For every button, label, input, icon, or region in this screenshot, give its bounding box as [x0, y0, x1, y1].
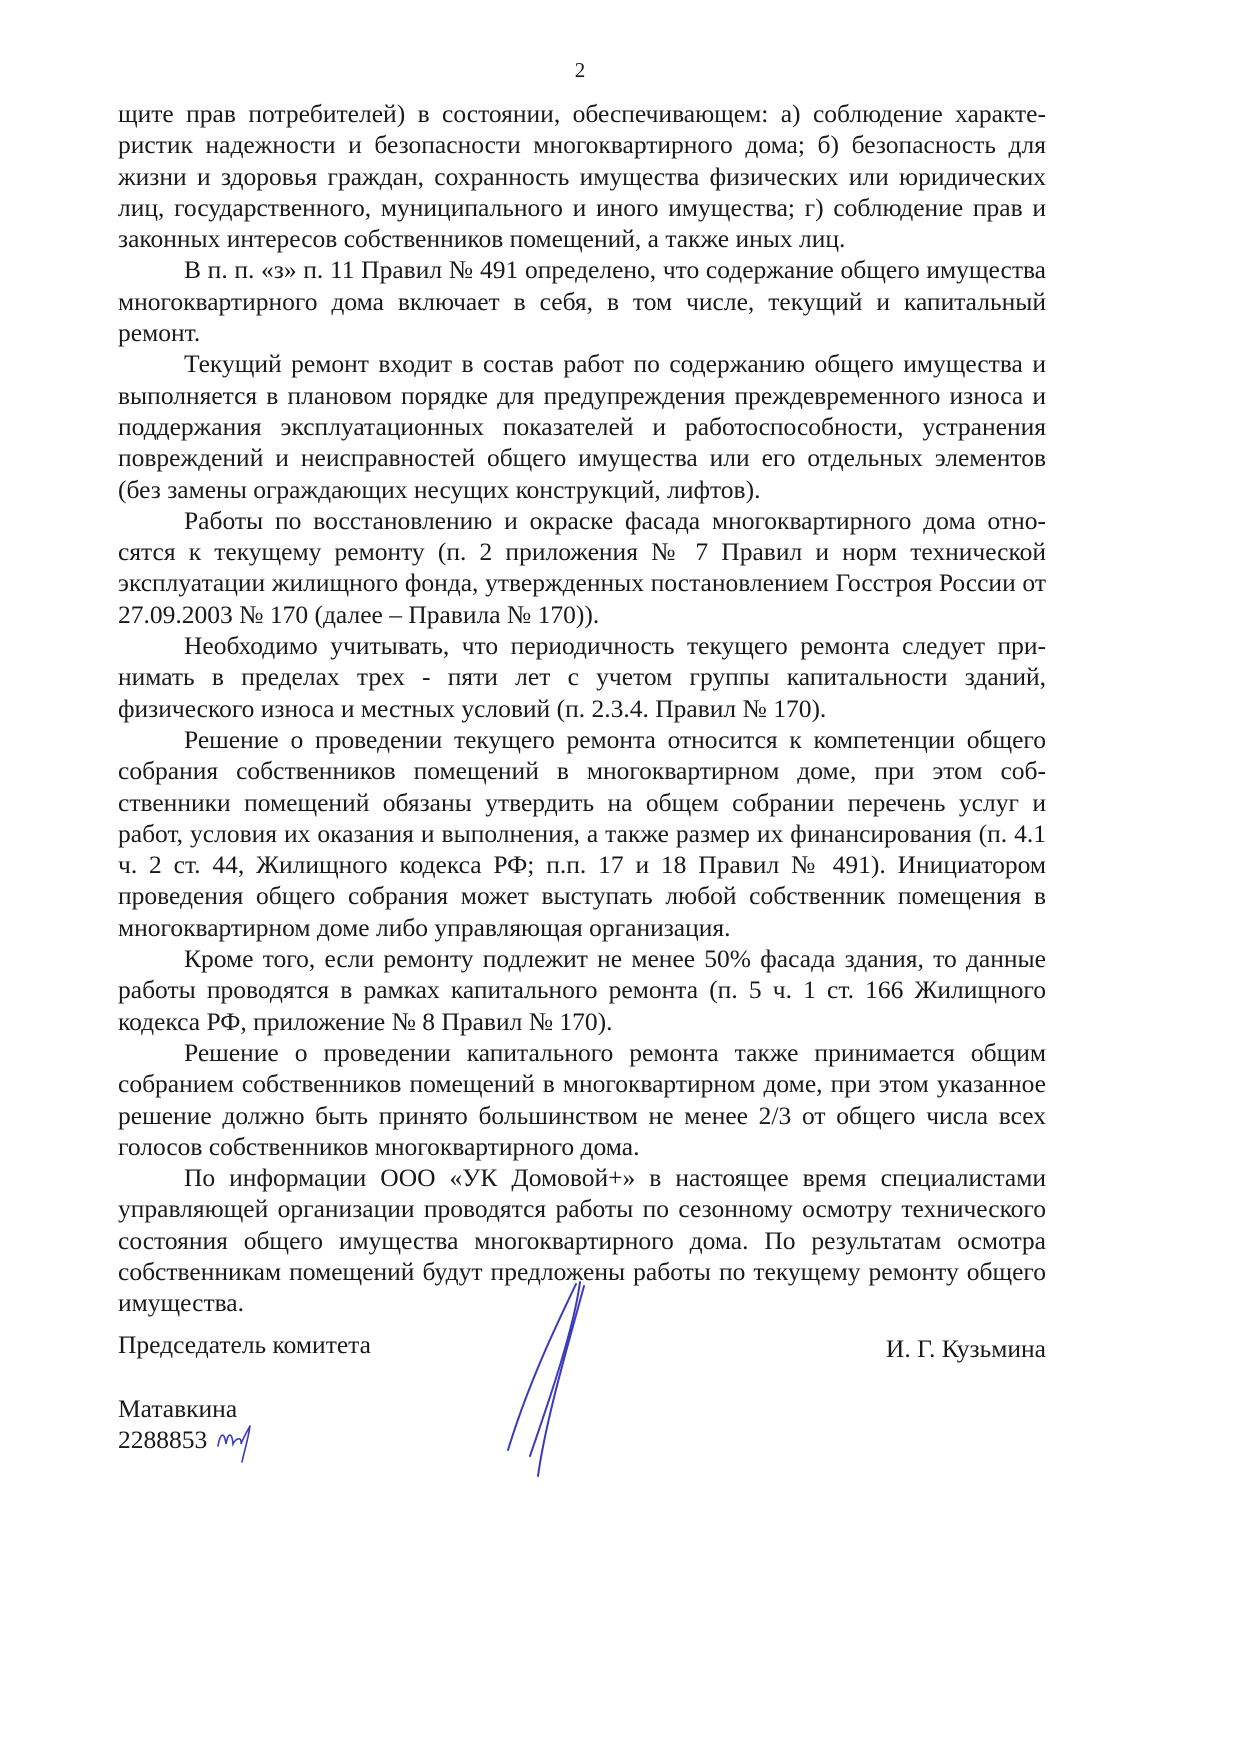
signature-block	[118, 1330, 1046, 1490]
paragraph-owners-decision: Решение о проведении текущего ремонта относится к компетенции общего собрания собственников помещений в многоквартирном доме, при этом собственники помещений обязаны утвердить на общем собрании перечень услуг и работ, условия их оказания и выполнения, а также размер их финансирования (п. 4.1 ч. 2 ст. 44, Жилищного кодекса РФ; п.п. 17 и 18 Правил № 491). Инициатором проведения общего собрания может выступать любой собственник помещения в многоквартирном доме либо управляющая организация.	[118, 724, 1046, 942]
paragraph-capital-repair: Кроме того, если ремонту подлежит не менее 50% фасада здания, то данные работы проводятся в рамках капитального ремонта (п. 5 ч. 1 ст. 166 Жилищного кодекса РФ, приложение № 8 Правил № 170).	[118, 944, 1046, 1036]
executor-phone-row	[118, 1424, 237, 1455]
executor-phone: 2288853	[118, 1425, 208, 1454]
executor-block	[118, 1393, 237, 1455]
signatory-position: Председатель комитета	[118, 1330, 371, 1359]
page-number: 2	[574, 58, 586, 82]
paragraph-capital-repair-decision: Решение о проведении капитального ремонта также принимается общим собранием собственников помещений в многоквартирном доме, при этом указанное решение должно быть принято большинством не менее 2/3 от общего числа всех голосов собственников многоквартирного дома.	[118, 1037, 1046, 1161]
handwritten-initials-icon	[214, 1420, 260, 1464]
executor-name: Матавкина	[118, 1394, 238, 1423]
paragraph-current-repair: Текущий ремонт входит в состав работ по содержанию общего имущества и выполняется в плановом порядке для предупреждения преждевременного износа и поддержания эксплуатационных показателей и работоспособности, устранения повреждений и неисправностей общего имущества или его отдельных элементов (без замены ограждающих несущих конструкций, лифтов).	[118, 349, 1046, 504]
paragraph-rights-continuation: щите прав потребителей) в состоянии, обеспечивающем: а) соблюдение характеристик надежности и безопасности многоквартирного дома; б) безопасность для жизни и здоровья граждан, сохранность имущества физических или юридических лиц, государственного, муниципального и иного имущества; г) соблюдение прав и законных интересов собственников помещений, а также иных лиц.	[118, 99, 1046, 254]
paragraph-repair-periodicity: Необходимо учитывать, что периодичность текущего ремонта следует принимать в пределах трех - пяти лет с учетом группы капитальности зданий, физического износа и местных условий (п. 2.3.4. Правил № 170).	[118, 631, 1046, 723]
letter-body	[118, 98, 1046, 1319]
paragraph-management-company-info: По информации ООО «УК Домовой+» в настоящее время специалистами управляющей организации проводятся работы по сезонному осмотру технического состояния общего имущества многоквартирного дома. По результатам осмотра собственникам помещений будут предложены работы по текущему ремонту общего имущества.	[118, 1163, 1046, 1318]
signatory-name: И. Г. Кузьмина	[885, 1334, 1046, 1363]
paragraph-facade-works: Работы по восстановлению и окраске фасада многоквартирного дома относятся к текущему ремонту (п. 2 приложения № 7 Правил и норм технической эксплуатации жилищного фонда, утвержденных постановлением Госстроя России от 27.09.2003 № 170 (далее – Правила № 170)).	[118, 505, 1046, 629]
paragraph-rules-491: В п. п. «з» п. 11 Правил № 491 определено, что содержание общего имущества многоквартирного дома включает в себя, в том числе, текущий и капитальный ремонт.	[118, 255, 1046, 348]
